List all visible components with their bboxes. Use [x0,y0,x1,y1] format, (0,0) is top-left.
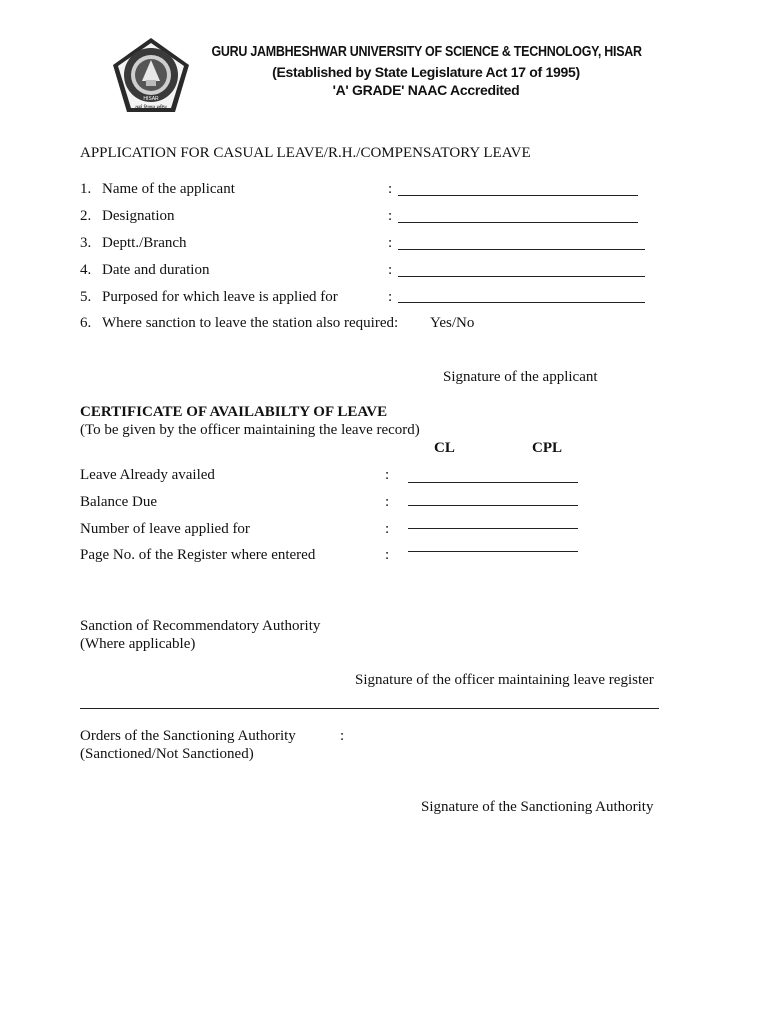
leave-applied-line[interactable] [408,528,578,529]
leave-applied-label: Number of leave applied for [80,521,250,537]
designation-input-line[interactable] [398,222,638,223]
field-number: 6. [80,315,92,331]
sanctioning-signature-label: Signature of the Sanctioning Authority [421,799,654,815]
name-input-line[interactable] [398,195,638,196]
field-colon: : [385,467,390,483]
field-colon: : [388,181,393,197]
university-name: GURU JAMBHESHWAR UNIVERSITY OF SCIENCE & TECHNOLOGY, HISAR [211,44,642,60]
field-label-date-duration: Date and duration [102,262,210,278]
recommend-authority-label: Sanction of Recommendatory Authority [80,618,321,634]
field-colon: : [388,289,393,305]
column-header-cl: CL [434,440,455,456]
established-note: (Established by State Legislature Act 17 of 1995) [272,64,580,80]
recommend-applicable-note: (Where applicable) [80,636,196,652]
field-colon: : [340,728,345,744]
field-number: 3. [80,235,92,251]
officer-signature-label: Signature of the officer maintaining leave register [355,672,654,688]
certificate-title: CERTIFICATE OF AVAILABILTY OF LEAVE [80,404,388,420]
field-label-purpose: Purposed for which leave is applied for [102,289,338,305]
section-divider [80,708,659,709]
field-colon: : [385,494,390,510]
yes-no-option[interactable]: Yes/No [430,315,475,331]
applicant-signature-label: Signature of the applicant [443,369,598,385]
field-label-designation: Designation [102,208,175,224]
field-colon: : [385,521,390,537]
column-header-cpl: CPL [532,440,562,456]
leave-availed-line[interactable] [408,482,578,483]
university-seal-icon [110,36,192,118]
field-colon: : [388,235,393,251]
department-input-line[interactable] [398,249,645,250]
field-number: 1. [80,181,92,197]
field-colon: : [385,547,390,563]
certificate-note: (To be given by the officer maintaining the leave record) [80,422,420,438]
field-label-station-sanction: Where sanction to leave the station also required: [102,315,399,331]
balance-due-line[interactable] [408,505,578,506]
naac-grade: 'A' GRADE' NAAC Accredited [332,82,520,98]
leave-availed-label: Leave Already availed [80,467,215,483]
form-title: APPLICATION FOR CASUAL LEAVE/R.H./COMPENSATORY LEAVE [80,145,531,161]
orders-label: Orders of the Sanctioning Authority [80,728,296,744]
register-page-label: Page No. of the Register where entered [80,547,316,563]
field-label-name: Name of the applicant [102,181,235,197]
field-colon: : [388,262,393,278]
field-label-department: Deptt./Branch [102,235,187,251]
register-page-line[interactable] [408,551,578,552]
balance-due-label: Balance Due [80,494,158,510]
seal-bottom-text: HISAR [143,96,159,102]
field-number: 5. [80,289,92,305]
field-number: 2. [80,208,92,224]
purpose-input-line[interactable] [398,302,645,303]
seal-motto-text: कर्म विज्ञान सहित [135,105,167,111]
field-colon: : [388,208,393,224]
date-duration-input-line[interactable] [398,276,645,277]
field-number: 4. [80,262,92,278]
sanction-status-note: (Sanctioned/Not Sanctioned) [80,746,254,762]
